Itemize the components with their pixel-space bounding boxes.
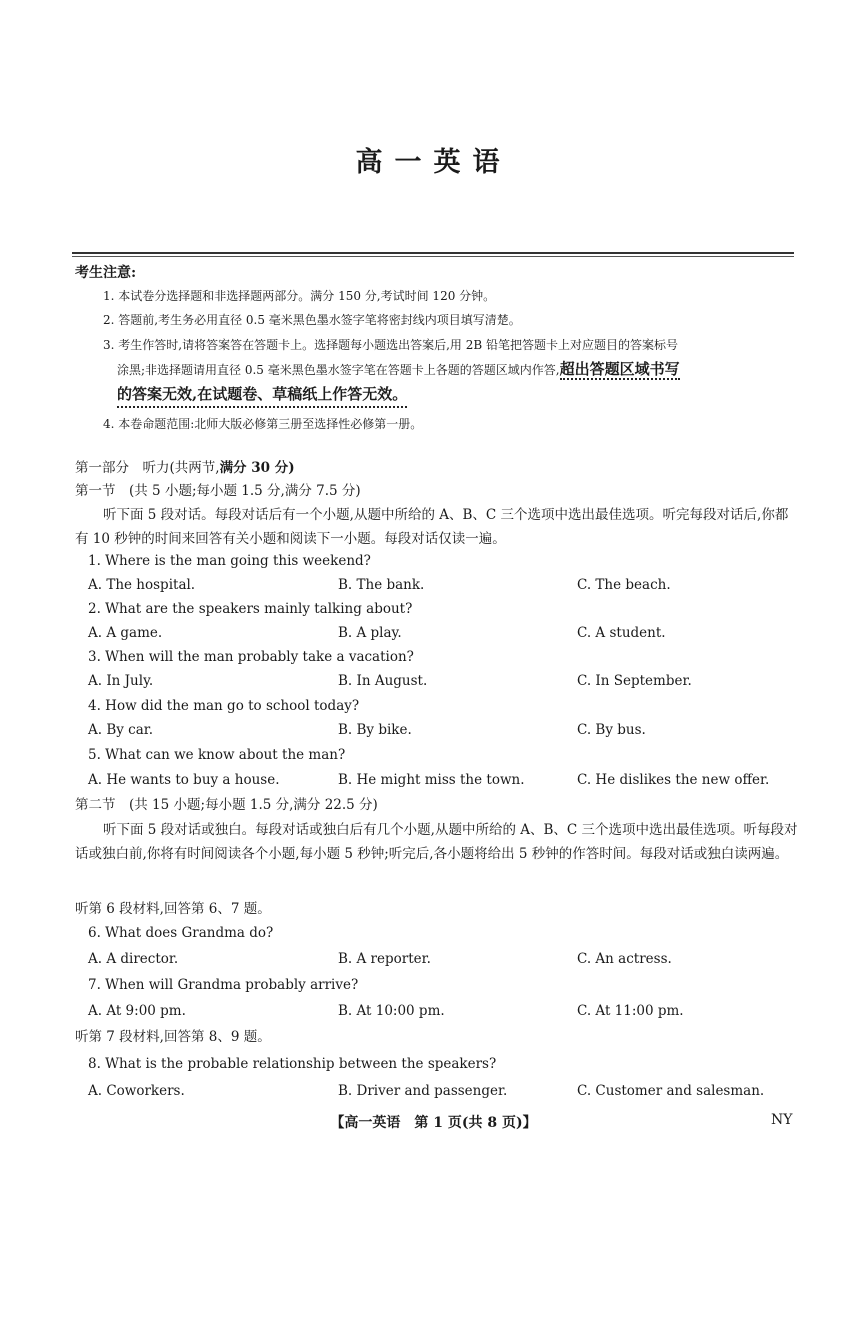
- notice-item-2: 2. 答题前,考生务必用直径 0.5 毫米黑色墨水签字笔将密封线内项目填写清楚。: [103, 313, 521, 327]
- question-3: 3. When will the man probably take a vacation?: [88, 649, 414, 665]
- option-1c: C. The beach.: [577, 577, 671, 593]
- option-3b: B. In August.: [338, 673, 428, 689]
- option-3a: A. In July.: [88, 673, 154, 689]
- section1-heading: 第一节 (共 5 小题;每小题 1.5 分,满分 7.5 分): [75, 483, 361, 499]
- section2-heading: 第二节 (共 15 小题;每小题 1.5 分,满分 22.5 分): [75, 797, 378, 813]
- option-7c: C. At 11:00 pm.: [577, 1003, 684, 1019]
- option-8b: B. Driver and passenger.: [338, 1083, 508, 1099]
- material-7-label: 听第 7 段材料,回答第 8、9 题。: [75, 1029, 271, 1045]
- section1-instructions: 听下面 5 段对话。每段对话后有一个小题,从题中所给的 A、B、C 三个选项中选出最佳选项。听完每段对话后,你都有 10 秒钟的时间来回答有关小题和阅读下一小题。每段对话仅读一遍。: [75, 507, 789, 547]
- page-footer: 【高一英语 第 1 页(共 8 页)】: [330, 1115, 537, 1131]
- option-1a: A. The hospital.: [88, 577, 196, 593]
- option-5a: A. He wants to buy a house.: [88, 772, 280, 788]
- question-1: 1. Where is the man going this weekend?: [88, 553, 371, 569]
- question-5: 5. What can we know about the man?: [88, 747, 346, 763]
- page-title: 高一英语: [355, 147, 512, 178]
- notice-item-3-emphasis: 超出答题区域书写: [559, 360, 680, 378]
- notice-item-3: 3. 考生作答时,请将答案答在答题卡上。选择题每小题选出答案后,用 2B 铅笔把答题卡上对应题目的答案标号: [103, 338, 678, 352]
- material-6-label: 听第 6 段材料,回答第 6、7 题。: [75, 901, 271, 917]
- option-4a: A. By car.: [88, 722, 154, 738]
- notice-item-1: 1. 本试卷分选择题和非选择题两部分。满分 150 分,考试时间 120 分钟。: [103, 289, 496, 303]
- option-8a: A. Coworkers.: [88, 1083, 185, 1099]
- question-2: 2. What are the speakers mainly talking about?: [88, 601, 413, 617]
- option-6b: B. A reporter.: [338, 951, 431, 967]
- option-7b: B. At 10:00 pm.: [338, 1003, 445, 1019]
- question-8: 8. What is the probable relationship between the speakers?: [88, 1056, 497, 1072]
- footer-code: NY: [771, 1112, 793, 1128]
- option-1b: B. The bank.: [338, 577, 425, 593]
- notice-item-3-emphasis-line: 的答案无效,在试题卷、草稿纸上作答无效。: [117, 382, 407, 408]
- option-6c: C. An actress.: [577, 951, 672, 967]
- notice-item-4: 4. 本卷命题范围:北师大版必修第三册至选择性必修第一册。: [103, 417, 423, 431]
- option-5c: C. He dislikes the new offer.: [577, 772, 770, 788]
- option-6a: A. A director.: [88, 951, 179, 967]
- option-3c: C. In September.: [577, 673, 692, 689]
- part1-heading-score: 满分 30 分): [219, 460, 295, 476]
- header-rule-thin: [72, 256, 794, 257]
- question-7: 7. When will Grandma probably arrive?: [88, 977, 359, 993]
- part1-heading-text: 第一部分 听力(共两节,: [75, 460, 220, 476]
- option-7a: A. At 9:00 pm.: [88, 1003, 186, 1019]
- notice-item-3-cont: [117, 356, 799, 383]
- question-6: 6. What does Grandma do?: [88, 925, 274, 941]
- option-5b: B. He might miss the town.: [338, 772, 525, 788]
- option-2b: B. A play.: [338, 625, 402, 641]
- option-4b: B. By bike.: [338, 722, 412, 738]
- notice-heading: 考生注意:: [75, 265, 137, 281]
- part1-heading: [75, 457, 295, 479]
- header-rule: [72, 252, 794, 254]
- section2-instructions: 听下面 5 段对话或独白。每段对话或独白后有几个小题,从题中所给的 A、B、C 三个选项中选出最佳选项。听每段对话或独白前,你将有时间阅读各个小题,每小题 5 秒钟;听完后,各小题将给出 5 秒钟的作答时间。每段对话或独白读两遍。: [75, 822, 798, 862]
- option-4c: C. By bus.: [577, 722, 646, 738]
- notice-item-3-text: 涂黑;非选择题请用直径 0.5 毫米黑色墨水签字笔在答题卡上各题的答题区域内作答,: [117, 363, 560, 377]
- question-4: 4. How did the man go to school today?: [88, 698, 360, 714]
- option-8c: C. Customer and salesman.: [577, 1083, 765, 1099]
- option-2a: A. A game.: [88, 625, 163, 641]
- option-2c: C. A student.: [577, 625, 666, 641]
